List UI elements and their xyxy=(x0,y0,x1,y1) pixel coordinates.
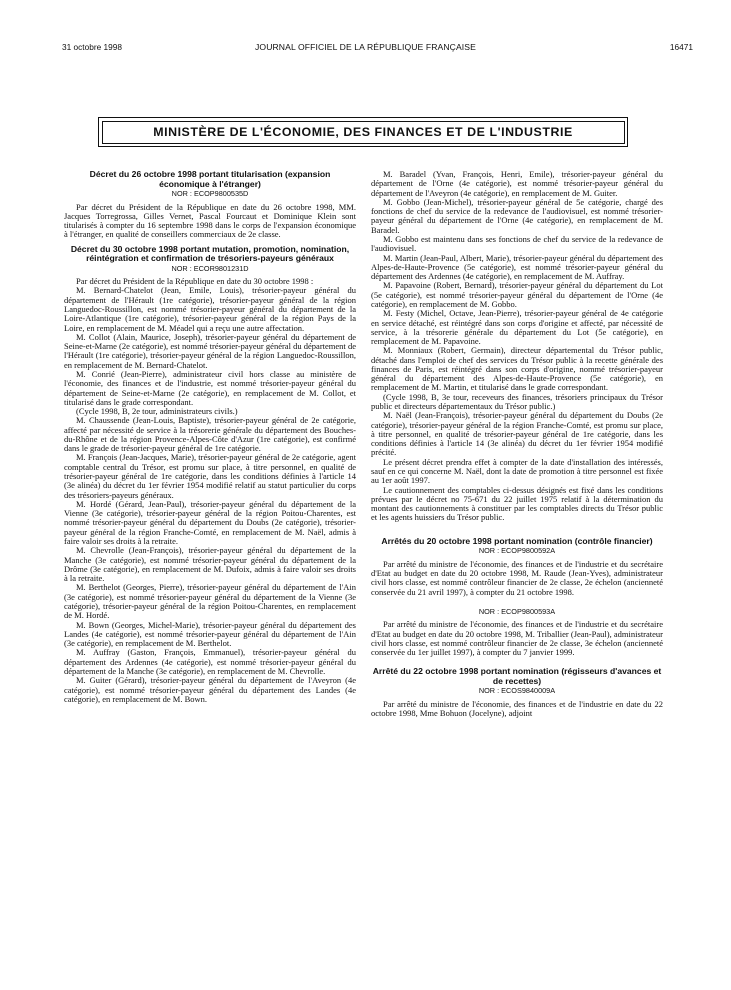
decree-2-paragraph: M. François (Jean-Jacques, Marie), trésorier-payeur général de 2e catégorie, agent comptable central du Trésor, est promu sur place, à titre personnel, en qualité de trésorier-payeur général de 1re catégorie, dans les conditions définies à l'article 14 (3e alinéa) du décret du 1er février 1954 modifié relatif au statut particulier du corps des trésoriers-payeurs généraux. xyxy=(64,452,356,500)
decree-2-paragraph: M. Bernard-Chatelot (Jean, Emile, Louis), trésorier-payeur général du département de l'Hérault (1re catégorie), trésorier-payeur général de la région Languedoc-Roussillon, est nommé trésorier-payeur général du département de la Loire-Atlantique (1re catégorie), trésorier-payeur général de la région Pays de la Loire, en remplacement de M. Méadel qui a reçu une autre affectation. xyxy=(64,285,356,333)
decree-2-nor: NOR : ECOR9801231D xyxy=(171,263,249,273)
decree-2-paragraph: M. Bown (Georges, Michel-Marie), trésorier-payeur général du département des Landes (4e catégorie), est nommé trésorier-payeur général du département de l'Ain (3e catégorie), en remplacement de M. Berthelot. xyxy=(64,619,356,649)
arrete-1b-nor: NOR : ECOP9800593A xyxy=(478,606,556,616)
header-date: 31 octobre 1998 xyxy=(62,42,122,52)
arrete-1-nor: NOR : ECOP9800592A xyxy=(478,546,556,556)
left-column xyxy=(64,170,356,704)
decree-2-paragraph: M. Chevrolle (Jean-François), trésorier-payeur général du département de la Manche (3e catégorie), est nommé trésorier-payeur général du département de la Drôme (3e catégorie), en remplacement de M. Dufoix, admis à faire valoir ses droits à la retraite. xyxy=(64,545,356,584)
arrete-2-title: Arrêté du 22 octobre 1998 portant nomination (régisseurs d'avances et de recettes) xyxy=(372,666,662,686)
decree-2-paragraph: M. Hordé (Gérard, Jean-Paul), trésorier-payeur général du département de la Vienne (3e catégorie), trésorier-payeur général de la région Poitou-Charentes, est nommé trésorier-payeur général du département du Doubs (2e catégorie), trésorier-payeur général de la région Franche-Comté, en remplacement de M. Naël, admis à faire valoir ses droits à la retraite. xyxy=(64,498,356,546)
decree-2-paragraph: M. Baradel (Yvan, François, Henri, Emile), trésorier-payeur général du département de l'Orne (4e catégorie), est nommé trésorier-payeur général du département de l'Aveyron (4e catégorie), en remplacement de M. Guiter. xyxy=(371,169,663,198)
decree-2-paragraph: M. Berthelot (Georges, Pierre), trésorier-payeur général du département de l'Ain (3e catégorie), est nommé trésorier-payeur général du département de la Vienne (3e catégorie), trésorier-payeur général de la région Poitou-Charentes, en remplacement de M. Hordé. xyxy=(64,582,356,621)
arrete-2-nor: NOR : ECOS9840009A xyxy=(478,686,556,696)
ministry-banner xyxy=(98,117,628,147)
decree-2-paragraph: M. Papavoine (Robert, Bernard), trésorier-payeur général du département du Lot (5e catégorie), est nommé trésorier-payeur général du département de l'Orne (4e catégorie), en remplacement de M. Gobbo. xyxy=(371,280,663,309)
ministry-banner-inner xyxy=(102,121,625,144)
decree-2-paragraph: M. Monniaux (Robert, Germain), directeur départemental du Trésor public, détaché dans l'emploi de chef des services du Trésor public à la recette générale des finances de Paris, est réintégré dans son corps d'origine, nommé trésorier-payeur général du département des Alpes-de-Haute-Provence (5e catégorie), en remplacement de M. Martin, et titularisé dans le grade correspondant. xyxy=(371,345,663,393)
arrete-1-title: Arrêtés du 20 octobre 1998 portant nomination (contrôle financier) xyxy=(381,535,653,546)
decree-2-paragraph: Par décret du Président de la République en date du 30 octobre 1998 : xyxy=(76,276,314,287)
decree-2-paragraph: (Cycle 1998, B, 3e tour, receveurs des finances, trésoriers principaux du Trésor public et directeurs départementaux du Trésor public.) xyxy=(371,391,663,412)
decree-2-paragraph: (Cycle 1998, B, 2e tour, administrateurs civils.) xyxy=(76,406,238,417)
arrete-2-paragraph: Par arrêté du ministre de l'économie, des finances et de l'industrie en date du 22 octobre 1998, Mme Bohuon (Jocelyne), adjoint xyxy=(371,698,663,719)
decree-2-paragraph: M. Collot (Alain, Maurice, Joseph), trésorier-payeur général du département de Seine-et-Marne (2e catégorie), est nommé trésorier-payeur général du département de l'Hérault (1re catégorie), trésorier-payeur général de la région Languedoc-Roussillon, en remplacement de M. Bernard-Chatelot. xyxy=(64,331,356,370)
decree-1-body: Par décret du Président de la République en date du 26 octobre 1998, MM. Jacques Torregrossa, Gilles Vernet, Pascal Fourcaut et Dominique Klein sont titularisés à compter du 16 septembre 1998 dans le corps de l'expansion économique à l'étranger, en qualité de conseillers commerciaux de 2e classe. xyxy=(64,201,356,240)
decree-2-paragraph: M. Gobbo (Jean-Michel), trésorier-payeur général de 5e catégorie, chargé des fonctions de chef du service de la redevance de l'audiovisuel, est nommé trésorier-payeur général du département de l'Orne (4e catégorie), en remplacement de M. Baradel. xyxy=(371,196,663,235)
page-number: 16471 xyxy=(669,42,693,52)
decree-2-paragraph: M. Chaussende (Jean-Louis, Baptiste), trésorier-payeur général de 2e catégorie, affecté par nécessité de service à la trésorerie générale du département des Bouches-du-Rhône et de la région Provence-Alpes-Côte d'Azur (1re catégorie), est confirmé dans le grade de trésorier-payeur général de 1re catégorie. xyxy=(64,415,356,454)
decree-2-paragraph: M. Auffray (Gaston, François, Emmanuel), trésorier-payeur général du département des Ardennes (4e catégorie), est nommé trésorier-payeur général du département de la Manche (3e catégorie), en remplacement de M. Chevrolle. xyxy=(64,647,356,676)
decree-2-paragraph: M. Conrié (Jean-Pierre), administrateur civil hors classe au ministère de l'économie, des finances et de l'industrie, est nommé trésorier-payeur général du département de Seine-et-Marne (2e catégorie), en remplacement de M. Collot, et titularisé dans le grade correspondant. xyxy=(64,368,356,407)
decree-2-paragraph: M. Festy (Michel, Octave, Jean-Pierre), trésorier-payeur général de 4e catégorie en service détaché, est réintégré dans son corps d'origine et affecté, par nécessité de service, à la trésorerie générale du département du Lot (5e catégorie), en remplacement de M. Papavoine. xyxy=(371,308,663,347)
decree-1-nor: NOR : ECOP9800535D xyxy=(171,189,249,198)
decree-1-title: Décret du 26 octobre 1998 portant titularisation (expansion économique à l'étranger) xyxy=(89,169,331,189)
decree-2-paragraph: M. Martin (Jean-Paul, Albert, Marie), trésorier-payeur général du département des Alpes-de-Haute-Provence (5e catégorie), est nommé trésorier-payeur général du département des Ardennes (4e catégorie), en remplacement de M. Auffray. xyxy=(371,252,663,282)
right-column xyxy=(371,170,663,719)
arrete-1b-paragraph: Par arrêté du ministre de l'économie, des finances et de l'industrie et du secrétaire d'Etat au budget en date du 20 octobre 1998, M. Triballier (Jean-Paul), administrateur civil hors classe, est nommé contrôleur financier de 2e classe, 3e échelon (ancienneté conservée du 1er juillet 1997), à compter du 7 janvier 1999. xyxy=(371,619,663,658)
decree-2-paragraph: Le présent décret prendra effet à compter de la date d'installation des intéressés, sauf en ce qui concerne M. Naël, dont la date de promotion à titre personnel est fixée au 1er août 1997. xyxy=(371,456,663,486)
decree-2-paragraph: Le cautionnement des comptables ci-dessus désignés est fixé dans les conditions prévues par le décret no 75-671 du 22 juillet 1975 relatif à la détermination du montant des cautionnements à constituer par les comptables directs du Trésor public et les agents huissiers du Trésor public. xyxy=(371,484,663,523)
arrete-1-paragraph: Par arrêté du ministre de l'économie, des finances et de l'industrie et du secrétaire d'Etat au budget en date du 20 octobre 1998, M. Raude (Jean-Yves), administrateur civil hors classe, est nommé contrôleur financier de 2e classe, 2e échelon (ancienneté conservée du 21 avril 1997), à compter du 21 octobre 1998. xyxy=(371,558,663,597)
journal-title: JOURNAL OFFICIEL DE LA RÉPUBLIQUE FRANÇAISE xyxy=(255,42,476,52)
decree-2-paragraph: M. Gobbo est maintenu dans ses fonctions de chef du service de la redevance de l'audiovisuel. xyxy=(371,233,663,254)
decree-2-paragraph: M. Guiter (Gérard), trésorier-payeur général du département de l'Aveyron (4e catégorie), est nommé trésorier-payeur général du département des Landes (4e catégorie), en remplacement de M. Bown. xyxy=(64,675,356,704)
ministry-title: MINISTÈRE DE L'ÉCONOMIE, DES FINANCES ET DE L'INDUSTRIE xyxy=(153,125,573,139)
decree-2-title: Décret du 30 octobre 1998 portant mutation, promotion, nomination, réintégration et confirmation de trésoriers-payeurs généraux xyxy=(70,243,350,264)
decree-2-paragraph: M. Naël (Jean-François), trésorier-payeur général du département du Doubs (2e catégorie), trésorier-payeur général de la région Franche-Comté, est promu sur place, à titre personnel, en qualité de trésorier-payeur général de 1re catégorie, dans les conditions définies à l'article 14 (3e alinéa) du décret du 1er février 1954 modifié précité. xyxy=(371,410,663,458)
